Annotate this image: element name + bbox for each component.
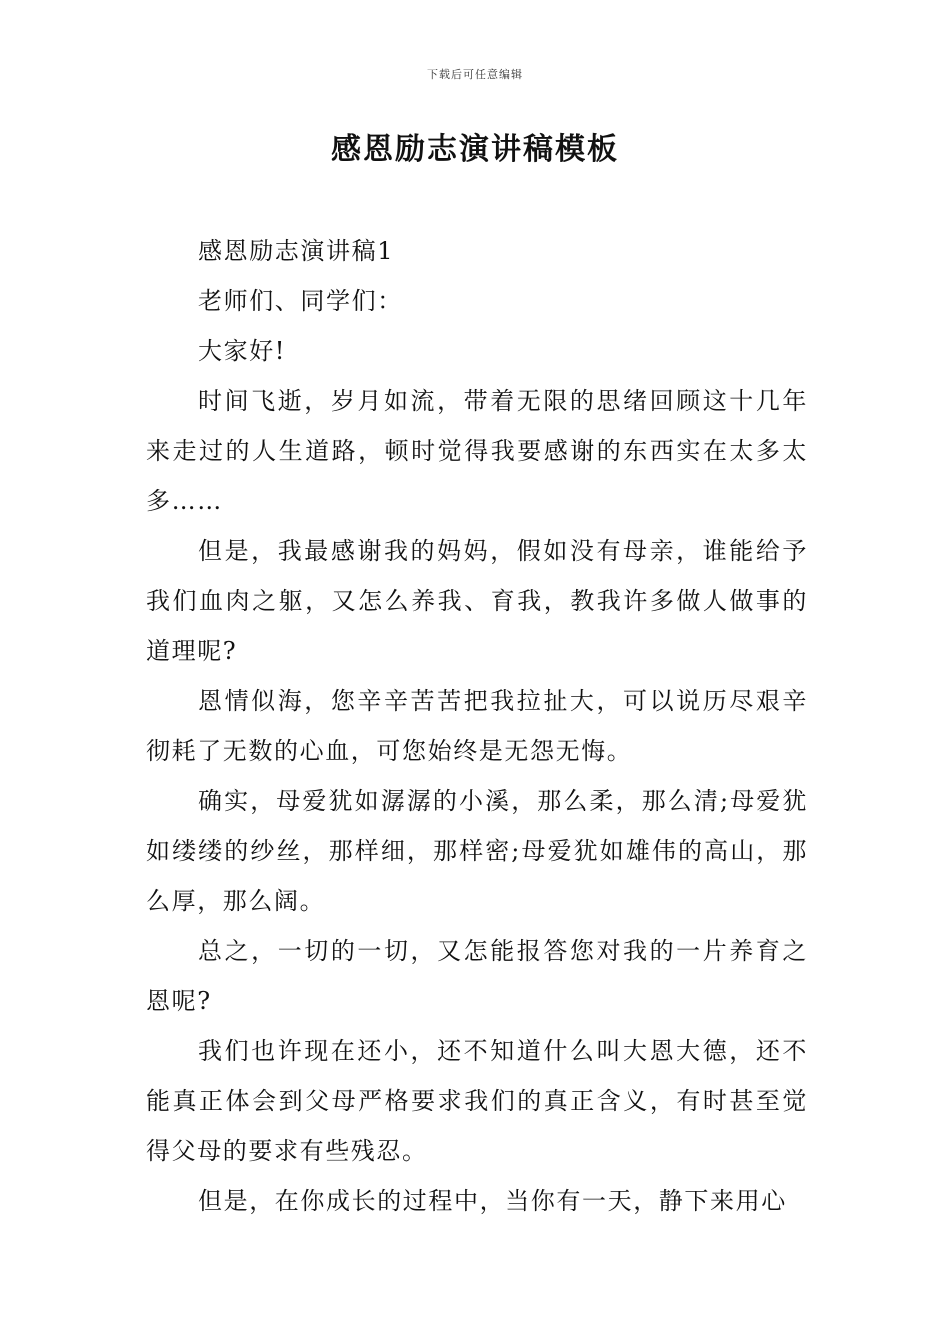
paragraph-speech-heading: 感恩励志演讲稿1 [198,237,395,265]
paragraph: 恩情似海，您辛辛苦苦把我拉扯大，可以说历尽艰辛彻耗了无数的心血，可您始终是无怨无悔。 [146,687,808,765]
paragraph: 总之，一切的一切，又怎能报答您对我的一片养育之恩呢? [146,937,808,1015]
document-body [146,226,808,1226]
header-note: 下载后可任意编辑 [427,68,523,81]
document-title: 感恩励志演讲稿模板 [331,132,619,167]
paragraph: 我们也许现在还小，还不知道什么叫大恩大德，还不能真正体会到父母严格要求我们的真正含义，有时甚至觉得父母的要求有些残忍。 [146,1037,808,1165]
paragraph: 确实，母爱犹如潺潺的小溪，那么柔，那么清;母爱犹如缕缕的纱丝，那样细，那样密;母爱犹如雄伟的高山，那么厚，那么阔。 [146,787,808,915]
paragraph: 但是，我最感谢我的妈妈，假如没有母亲，谁能给予我们血肉之躯，又怎么养我、育我，教我许多做人做事的道理呢? [146,537,808,665]
paragraph-greeting: 大家好! [198,337,287,365]
paragraph: 时间飞逝，岁月如流，带着无限的思绪回顾这十几年来走过的人生道路，顿时觉得我要感谢的东西实在太多太多…… [146,387,808,515]
paragraph: 但是，在你成长的过程中，当你有一天，静下来用心 [198,1187,787,1215]
paragraph-salutation: 老师们、同学们： [198,287,403,315]
